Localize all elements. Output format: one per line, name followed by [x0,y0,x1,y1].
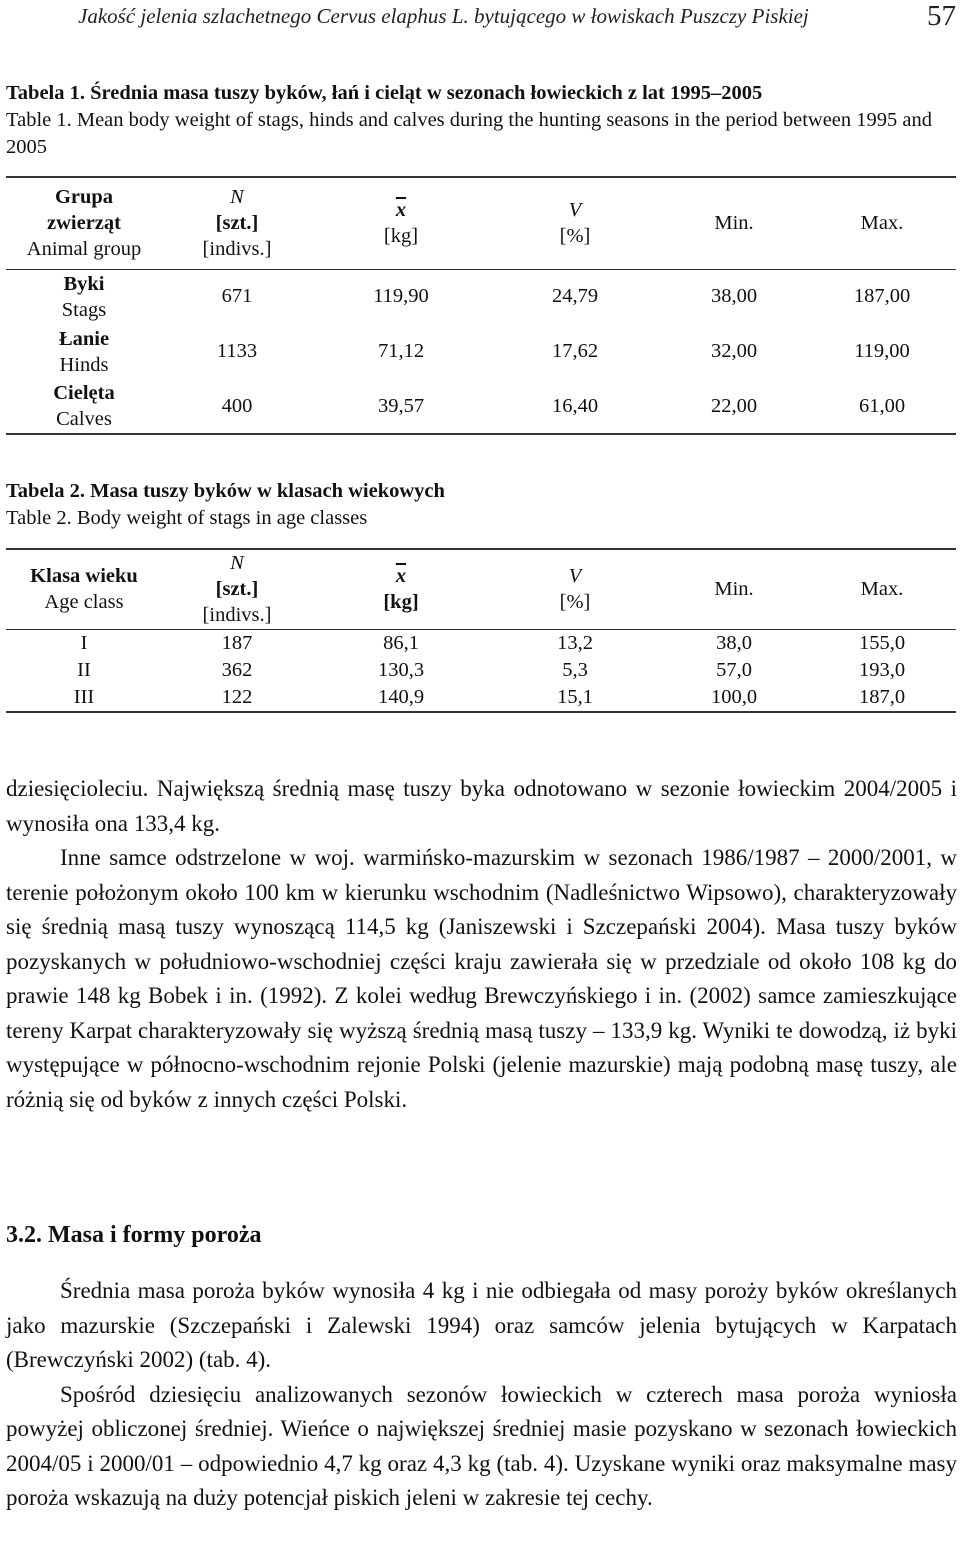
page-header [0,0,960,36]
table1-cell-group [6,324,162,379]
table1-header-group [6,177,162,269]
table2-header-v-symbol: V [568,565,582,588]
table1-cell-v: 24,79 [551,285,599,308]
table1-header-max [808,177,956,269]
table1-cell-group [6,269,162,324]
table1-header-group-pl: Grupa zwierząt [47,186,121,235]
group-en: Stags [61,298,107,321]
table1-caption [6,80,956,161]
table1-caption-pl: Tabela 1. Średnia masa tuszy byków, łań i cieląt w sezonach łowieckich z lat 1995–2005 [6,82,763,104]
table2-cell-n: 187 [221,631,253,654]
table2-header-class [6,549,162,629]
table2-cell-mean: 130,3 [377,658,425,681]
table2-header-mean-symbol: $\overline{x}$ [395,565,407,588]
table2-header-min [660,549,808,629]
table1-header-v-unit: [%] [559,225,591,248]
body-text-upper [6,772,957,1117]
table2-cell-class: III [73,685,95,708]
page-number: 57 [927,0,956,32]
table2-cell-class: I [80,631,88,654]
table1-header-group-en: Animal group [26,238,142,261]
table1-cell-mean: 119,90 [373,285,429,308]
table1-cell-n: 671 [221,285,253,308]
paragraph: Średnia masa poroża byków wynosiła 4 kg i nie odbiegała od masy poroży byków określanych jako mazurskie (Szczepański i Zalewski 1994) oraz samców jelenia bytujących w Karpatach (Brewczyński 2002) (tab. 4). [6,1278,957,1372]
table1-header-v [490,177,660,269]
table2-cell-mean: 140,9 [377,685,425,708]
table2-cell-v: 15,1 [557,685,593,708]
table2-header-row [6,549,956,629]
paragraph: Spośród dziesięciu analizowanych sezonów łowieckich w czterech masa poroża wyniosła powyżej obliczonej średniej. Wieńce o największej średniej masie pozyskano w sezonach łowieckich 2004/05 i 2000/01 – odpowiednio 4,7 kg oraz 4,3 kg (tab. 4). Uzyskane wyniki oraz maksymalne masy poroża wskazują na duży potencjał piskich jeleni w zakresie tej cechy. [6,1381,957,1510]
table1-header-n-pl: [szt.] [215,212,259,235]
running-title: Jakość jelenia szlachetnego Cervus elaphus L. bytującego w łowiskach Puszczy Piskiej [78,4,809,28]
table2-caption-pl: Tabela 2. Masa tuszy byków w klasach wiekowych [6,480,445,502]
table2-cell-min: 38,0 [716,631,752,654]
table1-cell-min: 22,00 [710,394,758,417]
table2 [6,548,956,713]
table1-header-n-symbol: N [230,186,244,209]
table2-cell-n: 122 [221,685,253,708]
table2-header-class-en: Age class [44,591,124,614]
table-row [6,379,956,434]
table2-header-min-label: Min. [714,578,754,601]
table2-cell-v: 13,2 [557,631,593,654]
table1-header-row [6,177,956,269]
table2-cell-min: 57,0 [716,658,752,681]
table1-cell-v: 16,40 [551,394,599,417]
paragraph: Inne samce odstrzelone w woj. warmińsko-mazurskim w sezonach 1986/1987 – 2000/2001, w terenie położonym około 100 km w kierunku wschodnim (Nadleśnictwo Wipsowo), charakteryzowały się średnią masą tuszy wynoszącą 114,5 kg (Janiszewski i Szczepański 2004). Masa tuszy byków pozyskanych w południowo-wschodniej części kraju zawierała się w przedziale od około 108 kg do prawie 148 kg Bobek i in. (1992). Z kolei według Brewczyńskiego i in. (2002) samce zamieszkujące tereny Karpat charakteryzowały się wyższą średnią masą tuszy – 133,9 kg. Wyniki te dowodzą, iż byki występujące w północno-wschodnim rejonie Polski (jelenie mazurskie) mają podobną masę tuszy, ale różnią się od byków z innych części Polski. [6,845,957,1112]
table2-cell-max: 155,0 [858,631,906,654]
table2-caption [6,478,956,532]
table2-caption-en: Table 2. Body weight of stags in age classes [6,507,368,529]
group-en: Hinds [59,353,109,376]
table-row [6,657,956,685]
table2-header-n-pl: [szt.] [215,578,259,601]
group-pl: Cielęta [53,382,115,404]
group-pl: Byki [63,272,105,295]
table2-header-class-pl: Klasa wieku [30,565,138,588]
section-heading: 3.2. Masa i formy poroża [6,1222,262,1248]
table1-cell-max: 187,00 [853,285,911,308]
paragraph: dziesięcioleciu. Największą średnią masę tuszy byka odnotowano w sezonie łowieckim 2004/2005 i wynosiła ona 133,4 kg. [6,776,957,836]
table-row [6,269,956,324]
table1-cell-v: 17,62 [551,340,599,362]
table-row [6,684,956,712]
group-pl: Łanie [58,327,110,350]
body-text-lower [6,1274,957,1516]
table1-cell-mean: 71,12 [377,340,425,362]
table2-header-n-en: [indivs.] [202,604,272,627]
table-row [6,324,956,379]
table2-cell-max: 187,0 [858,685,906,708]
table1-header-mean [312,177,490,269]
table1-header-n [162,177,312,269]
table2-cell-max: 193,0 [858,658,906,681]
table2-header-v-unit: [%] [559,591,591,614]
table2-cell-n: 362 [221,658,253,681]
group-en: Calves [56,408,112,430]
table1-header-min [660,177,808,269]
table2-header-n [162,549,312,629]
table-row [6,629,956,657]
table2-header-mean [312,549,490,629]
table1-header-max-label: Max. [860,212,904,235]
table1-header-n-en: [indivs.] [202,238,272,261]
table2-header-max-label: Max. [860,578,904,601]
table2-cell-min: 100,0 [710,685,758,708]
table1-cell-mean: 39,57 [377,394,425,417]
table1-header-mean-unit: [kg] [383,225,419,248]
table1-cell-n: 1133 [216,340,258,362]
table1-cell-n: 400 [221,394,253,417]
table2-header-v [490,549,660,629]
table2-header-mean-unit: [kg] [383,591,419,614]
table1-cell-min: 38,00 [710,285,758,308]
table1-cell-max: 61,00 [858,394,906,417]
table2-header-n-symbol: N [230,552,244,575]
table2-cell-class: II [77,658,91,681]
table2-header-max [808,549,956,629]
table2-cell-v: 5,3 [562,658,588,681]
table1-caption-en: Table 1. Mean body weight of stags, hinds and calves during the hunting seasons in the period between 1995 and 2005 [6,109,932,158]
table1 [6,176,956,435]
table1-header-mean-symbol: $\overline{x}$ [395,199,407,222]
table2-cell-mean: 86,1 [383,631,419,654]
table1-cell-min: 32,00 [710,340,758,362]
table1-cell-group [6,379,162,434]
table1-header-min-label: Min. [714,212,754,235]
table1-cell-max: 119,00 [854,340,910,362]
table1-header-v-symbol: V [568,199,582,222]
